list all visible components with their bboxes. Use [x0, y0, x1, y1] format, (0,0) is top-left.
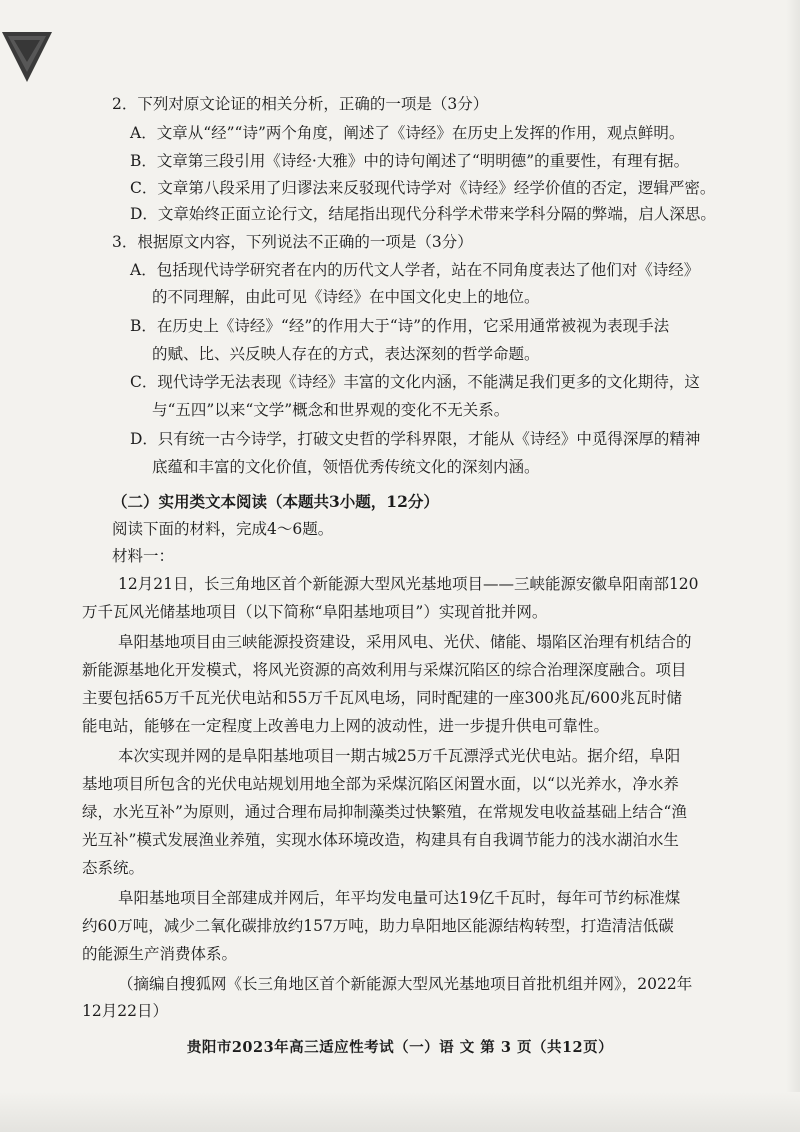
question-3-option-a: A．包括现代诗学研究者在内的历代文人学者，站在不同角度表达了他们对《诗经》: [130, 261, 700, 279]
question-3-option-d: D．只有统一古今诗学，打破文史哲的学科界限，才能从《诗经》中觅得深厚的精神: [130, 430, 701, 448]
page-footer: 贵阳市2023年高三适应性考试（一）语 文 第 3 页（共12页）: [186, 1039, 614, 1056]
material-label: 材料一：: [112, 547, 175, 565]
corner-triangle-mark: [0, 28, 54, 84]
question-3-option-b: B．在历史上《诗经》“经”的作用大于“诗”的作用，它采用通常被视为表现手法: [130, 317, 670, 335]
material-source-cont: 12月22日）: [82, 1002, 168, 1020]
material-p4-line: 的能源生产消费体系。: [82, 945, 238, 963]
material-p4-line: 约60万吨，减少二氧化碳排放约157万吨，助力阜阳地区能源结构转型，打造清洁低碳: [82, 917, 674, 935]
question-3-option-b-cont: 的赋、比、兴反映人存在的方式，表达深刻的哲学命题。: [152, 345, 540, 363]
material-p1-line: 12月21日，长三角地区首个新能源大型风光基地项目——三峡能源安徽阜阳南部120: [118, 575, 699, 593]
material-p3-line: 绿，水光互补”为原则，通过合理布局抑制藻类过快繁殖，在常规发电收益基础上结合“渔: [82, 803, 687, 821]
question-2-stem: 2．下列对原文论证的相关分析，正确的一项是（3分）: [112, 95, 489, 113]
question-2-option-c: C．文章第八段采用了归谬法来反驳现代诗学对《诗经》经学价值的否定，逻辑严密。: [130, 179, 716, 197]
material-p1-line: 万千瓦风光储基地项目（以下简称“阜阳基地项目”）实现首批并网。: [82, 603, 548, 621]
material-source: （摘编自搜狐网《长三角地区首个新能源大型风光基地项目首批机组并网》，2022年: [118, 975, 693, 993]
material-p3-line: 基地项目所包含的光伏电站规划用地全部为采煤沉陷区闲置水面，以“以光养水，净水养: [82, 775, 679, 793]
material-p2-line: 新能源基地化开发模式，将风光资源的高效利用与采煤沉陷区的综合治理深度融合。项目: [82, 661, 687, 679]
question-2-option-a: A．文章从“经”“诗”两个角度，阐述了《诗经》在历史上发挥的作用，观点鲜明。: [130, 124, 685, 142]
section-heading: （二）实用类文本阅读（本题共3小题，12分）: [112, 492, 439, 511]
material-p2-line: 主要包括65万千瓦光伏电站和55万千瓦风电场，同时配建的一座300兆瓦/600兆瓦时储: [82, 689, 682, 707]
question-3-option-d-cont: 底蕴和丰富的文化价值，领悟优秀传统文化的深刻内涵。: [152, 458, 540, 476]
question-2-option-d: D．文章始终正面立论行文，结尾指出现代分科学术带来学科分隔的弊端，启人深思。: [130, 205, 716, 223]
question-3-option-c: C．现代诗学无法表现《诗经》丰富的文化内涵，不能满足我们更多的文化期待，这: [130, 373, 700, 391]
question-3-stem: 3．根据原文内容，下列说法不正确的一项是（3分）: [112, 233, 473, 251]
material-p3-line: 本次实现并网的是阜阳基地项目一期古城25万千瓦漂浮式光伏电站。据介绍，阜阳: [118, 747, 681, 765]
question-2-option-b: B．文章第三段引用《诗经·大雅》中的诗句阐述了“明明德”的重要性，有理有据。: [130, 152, 690, 170]
material-p4-line: 阜阳基地项目全部建成并网后，年平均发电量可达19亿千瓦时，每年可节约标准煤: [118, 889, 681, 907]
material-p3-line: 态系统。: [82, 859, 145, 877]
section-instruction: 阅读下面的材料，完成4～6题。: [112, 520, 334, 538]
question-3-option-a-cont: 的不同理解，由此可见《诗经》在中国文化史上的地位。: [152, 288, 540, 306]
material-p2-line: 阜阳基地项目由三峡能源投资建设，采用风电、光伏、储能、塌陷区治理有机结合的: [118, 633, 692, 651]
material-p3-line: 光互补”模式发展渔业养殖，实现水体环境改造，构建具有自我调节能力的浅水湖泊水生: [82, 831, 679, 849]
scan-bottom-band: [0, 1092, 800, 1132]
question-3-option-c-cont: 与“五四”以来“文学”概念和世界观的变化不无关系。: [152, 401, 510, 419]
scan-edge-shadow: [786, 0, 800, 1132]
material-p2-line: 能电站，能够在一定程度上改善电力上网的波动性，进一步提升供电可靠性。: [82, 717, 610, 735]
